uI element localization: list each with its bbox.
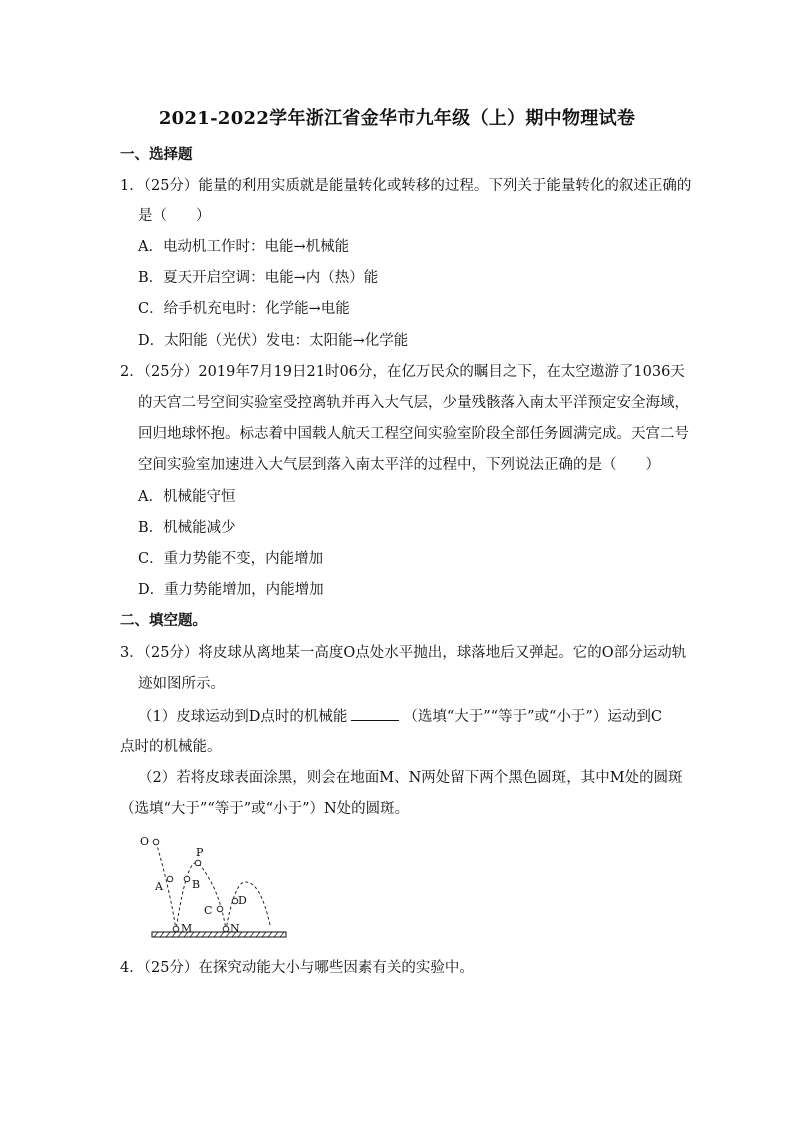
- point-n: [223, 926, 229, 932]
- section-heading-fill: 二、填空题。: [120, 612, 207, 629]
- label-n: N: [230, 922, 240, 935]
- answer-blank: [351, 706, 399, 721]
- q1-option-b: B．夏天开启空调：电能→内（热）能: [138, 270, 379, 286]
- q3-stem-line2: 迹如图所示。: [138, 676, 225, 692]
- q2-stem-line2: 的天宫二号空间实验室受控离轨并再入大气层，少量残骸落入南太平洋预定安全海域，: [138, 395, 689, 411]
- q1-stem-line1: 1．（25分）能量的利用实质就是能量转化或转移的过程。下列关于能量转化的叙述正确的: [120, 178, 692, 194]
- ground: [152, 932, 286, 937]
- q3-part1-text-b: （选填“大于”“等于”或“小于”）运动到C: [403, 709, 662, 725]
- q2-option-a: A．机械能守恒: [138, 489, 236, 505]
- label-p: P: [196, 846, 204, 859]
- label-a: A: [155, 880, 163, 893]
- q1-option-c: C．给手机充电时：化学能→电能: [138, 301, 350, 317]
- trajectory-path: [156, 842, 270, 930]
- section-heading-choice: 一、选择题: [120, 146, 193, 163]
- q1-stem-line2: 是（ ）: [138, 208, 211, 224]
- page-title: 2021-2022学年浙江省金华市九年级（上）期中物理试卷: [158, 108, 636, 129]
- point-a: [167, 876, 173, 882]
- q3-part1-line1: [138, 706, 662, 727]
- q2-option-c: C．重力势能不变，内能增加: [138, 551, 324, 567]
- label-m: M: [181, 922, 193, 935]
- q2-stem-line4: 空间实验室加速进入大气层到落入南太平洋的过程中，下列说法正确的是（ ）: [138, 457, 660, 473]
- label-o: O: [140, 835, 150, 848]
- q1-option-a: A．电动机工作时：电能→机械能: [138, 239, 350, 255]
- q2-option-d: D．重力势能增加，内能增加: [138, 582, 324, 598]
- q2-option-b: B．机械能减少: [138, 520, 236, 536]
- q2-stem-line3: 回归地球怀抱。标志着中国载人航天工程空间实验室阶段全部任务圆满完成。天宫二号: [138, 426, 689, 442]
- point-o: [153, 839, 159, 845]
- label-c: C: [204, 904, 213, 917]
- point-d: [232, 898, 238, 904]
- ball-trajectory-figure: [140, 830, 290, 942]
- q4-stem-line1: 4．（25分）在探究动能大小与哪些因素有关的实验中。: [120, 960, 474, 976]
- q3-stem-line1: 3．（25分）将皮球从离地某一高度O点处水平抛出，球落地后又弹起。它的O部分运动轨: [120, 645, 687, 661]
- label-d: D: [238, 894, 247, 907]
- point-b: [184, 876, 190, 882]
- q3-part2-line2: （选填“大于”“等于”或“小于”）N处的圆斑。: [120, 801, 410, 817]
- label-b: B: [192, 878, 201, 891]
- q3-part2-line1: （2）若将皮球表面涂黑，则会在地面M、N两处留下两个黑色圆斑，其中M处的圆斑: [138, 770, 683, 786]
- point-p: [195, 860, 201, 866]
- q2-stem-line1: 2．（25分）2019年7月19日21时06分，在亿万民众的瞩目之下，在太空遨游了1036天: [120, 364, 685, 380]
- q1-option-d: D．太阳能（光伏）发电：太阳能→化学能: [138, 333, 409, 349]
- q3-part1-text-a: （1）皮球运动到D点时的机械能: [138, 709, 348, 725]
- point-c: [217, 906, 223, 912]
- point-m: [173, 926, 179, 932]
- q3-part1-line2: 点时的机械能。: [120, 739, 222, 755]
